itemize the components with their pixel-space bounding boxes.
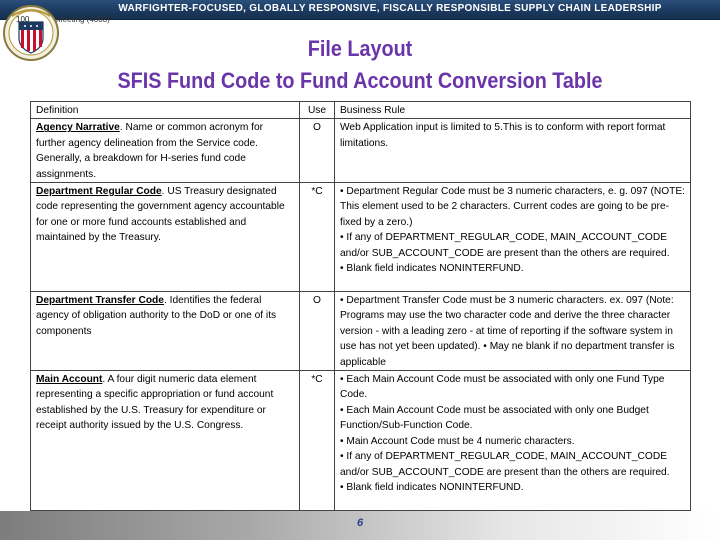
rule-text: • Main Account Code must be 4 numeric characters.: [340, 435, 575, 447]
rule-text: • Blank field indicates NONINTERFUND.: [340, 263, 524, 275]
table-row: [31, 371, 691, 511]
element-term: Department Transfer Code: [36, 295, 164, 307]
use-cell: *C: [300, 371, 335, 511]
rule-text: • Each Main Account Code must be associated with only one Budget Function/Sub-Function Code.: [340, 404, 649, 432]
definition-cell: [31, 119, 300, 183]
table-header-row: [31, 102, 691, 119]
definition-cell: [31, 292, 300, 371]
rule-text: • If any of DEPARTMENT_REGULAR_CODE, MAIN_ACCOUNT_CODE and/or SUB_ACCOUNT_CODE are present than the others are required.: [340, 451, 670, 478]
rule-text: • Each Main Account Code must be associated with only one Fund Type Code.: [340, 374, 665, 401]
table-row: [31, 119, 691, 183]
rule-text: • Department Regular Code must be 3 numeric characters, e. g. 097 (NOTE: This element used to be 2 characters. Current codes are going to be pre-fixed by a zero.): [340, 186, 685, 228]
use-cell: O: [300, 119, 335, 183]
definition-cell: [31, 371, 300, 511]
element-term: Department Regular Code: [36, 186, 162, 198]
element-definition: . Name or common acronym for further agency delineation from the Service code. Generally, a breakdown for H-series fund code assignments.: [36, 122, 264, 180]
business-rule-cell: [335, 292, 691, 371]
rule-text: • If any of DEPARTMENT_REGULAR_CODE, MAIN_ACCOUNT_CODE and/or SUB_ACCOUNT_CODE are present than the others are required.: [340, 232, 670, 259]
rule-text: • Department Transfer Code must be 3 numeric characters. ex. 097 (Note: Programs may use the two character code and derive the three character version - with a leading zero - at time of reporting if the software system in use has not yet been updated). • May ne blank if no department transfer is applicable: [340, 295, 675, 368]
element-definition: . Identifies the federal agency of obligation authority to the DoD or one of its components: [36, 295, 277, 337]
rule-text: Web Application input is limited to 5.This is to conform with report format limitations.: [340, 122, 666, 149]
table-row: [31, 292, 691, 371]
rule-text: • Blank field indicates NONINTERFUND.: [340, 481, 524, 493]
page-subtitle: SFIS Fund Code to Fund Account Conversion Table: [117, 68, 603, 93]
element-term: Agency Narrative: [36, 122, 120, 134]
file-layout-table: [30, 101, 691, 511]
meeting-label: Meeting (4008): [56, 15, 110, 24]
header-business-rule: Business Rule: [335, 102, 691, 119]
use-cell: *C: [300, 183, 335, 292]
slide-number: 6: [356, 517, 364, 529]
element-definition: . A four digit numeric data element representing a specific appropriation or fund account established by the U.S. Treasury for expenditure or receipt authority issued by the U.S. Congress.: [36, 374, 274, 432]
business-rule-cell: [335, 183, 691, 292]
table-row: [31, 183, 691, 292]
banner-slogan: WARFIGHTER-FOCUSED, GLOBALLY RESPONSIVE, FISCALLY RESPONSIBLE SUPPLY CHAIN LEADERSHIP: [118, 3, 662, 14]
element-definition: . US Treasury designated code representing the government agency accountable for one or more fund accounts established and maintained by the Treasury.: [36, 186, 285, 244]
header-use: Use: [300, 102, 335, 119]
small-number-label: 100: [16, 15, 30, 24]
definition-cell: [31, 183, 300, 292]
business-rule-cell: [335, 119, 691, 183]
business-rule-cell: [335, 371, 691, 511]
element-term: Main Account: [36, 374, 103, 386]
page-title: File Layout: [307, 36, 413, 61]
header-definition: Definition: [31, 102, 300, 119]
use-cell: O: [300, 292, 335, 371]
